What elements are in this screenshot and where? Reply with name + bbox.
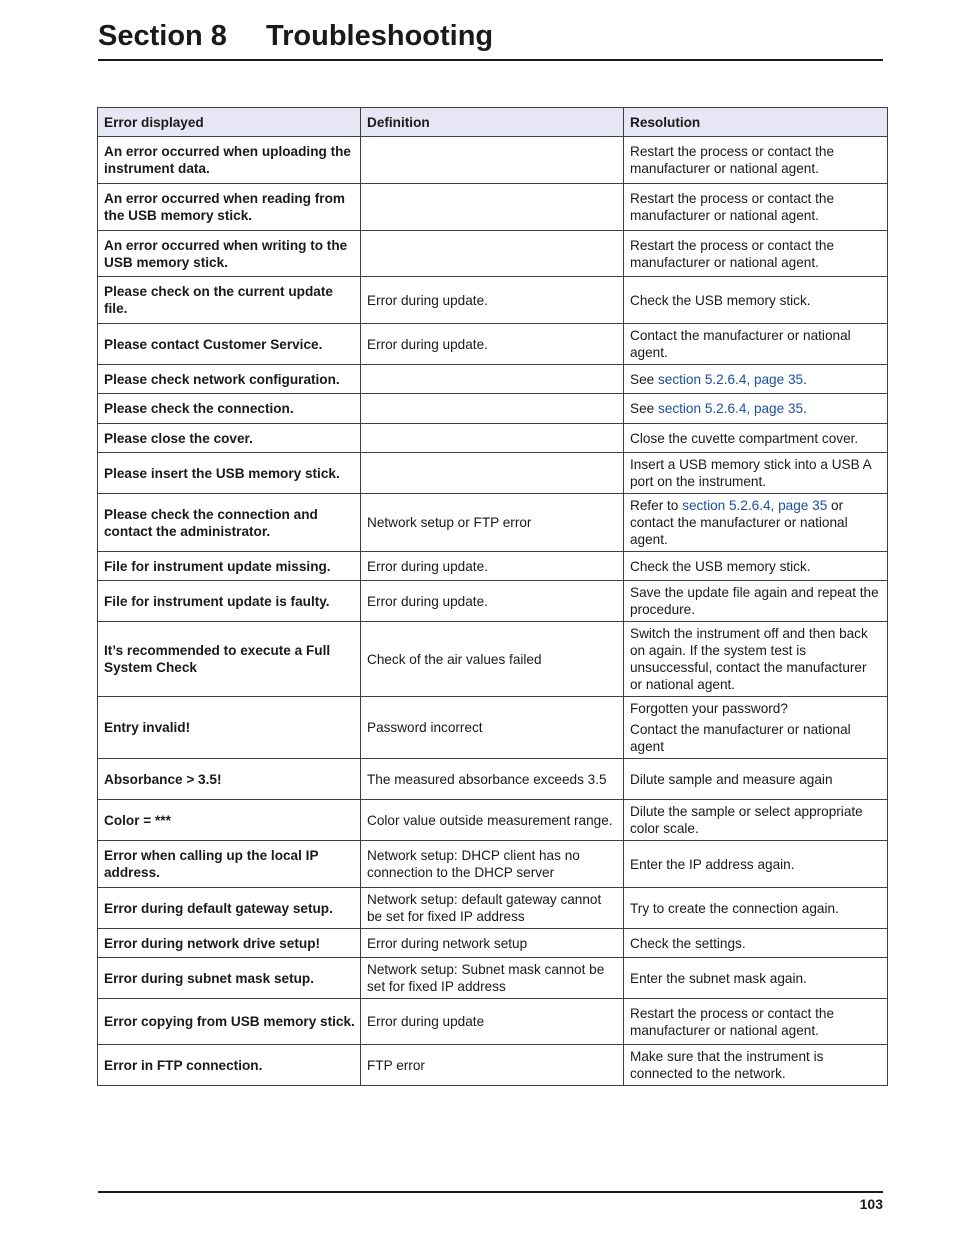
error-cell: Please close the cover. (98, 424, 361, 453)
error-cell: Error during default gateway setup. (98, 888, 361, 929)
definition-cell (361, 394, 624, 424)
error-cell: Error during network drive setup! (98, 929, 361, 958)
table-row (98, 231, 888, 277)
resolution-text: Insert a USB memory stick into a USB A port on the instrument. (630, 457, 871, 489)
definition-cell: Error during update (361, 999, 624, 1045)
resolution-text: Dilute sample and measure again (630, 771, 833, 787)
table-row (98, 494, 888, 552)
definition-cell: The measured absorbance exceeds 3.5 (361, 759, 624, 800)
resolution-text: Dilute the sample or select appropriate color scale. (630, 804, 863, 836)
error-cell: Error when calling up the local IP address. (98, 841, 361, 888)
definition-cell: Error during update. (361, 552, 624, 581)
table-row (98, 929, 888, 958)
resolution-cell (624, 841, 888, 888)
resolution-cell (624, 999, 888, 1045)
resolution-text: Check the settings. (630, 935, 746, 951)
column-header-error: Error displayed (98, 108, 361, 137)
resolution-cell (624, 958, 888, 999)
error-cell: Please check the connection and contact the administrator. (98, 494, 361, 552)
table-row (98, 622, 888, 697)
resolution-cell (624, 697, 888, 759)
error-cell: An error occurred when writing to the USB memory stick. (98, 231, 361, 277)
table-row (98, 324, 888, 365)
table-row (98, 424, 888, 453)
error-cell: Color = *** (98, 800, 361, 841)
error-cell: Please check on the current update file. (98, 277, 361, 324)
table-row (98, 958, 888, 999)
resolution-cell (624, 929, 888, 958)
resolution-text: See (630, 401, 658, 416)
table-row (98, 888, 888, 929)
resolution-cell (624, 365, 888, 394)
resolution-cell (624, 581, 888, 622)
resolution-text: Check the USB memory stick. (630, 558, 811, 574)
section-title (98, 16, 883, 56)
resolution-line: Contact the manufacturer or national agent (630, 722, 851, 754)
error-cell: It’s recommended to execute a Full System Check (98, 622, 361, 697)
definition-cell (361, 453, 624, 494)
definition-cell: Password incorrect (361, 697, 624, 759)
definition-cell (361, 137, 624, 184)
resolution-text: . (803, 401, 807, 416)
error-cell: Please insert the USB memory stick. (98, 453, 361, 494)
error-cell: Absorbance > 3.5! (98, 759, 361, 800)
table-row (98, 552, 888, 581)
column-header-resolution: Resolution (624, 108, 888, 137)
definition-cell: Network setup: Subnet mask cannot be set for fixed IP address (361, 958, 624, 999)
error-cell: Error copying from USB memory stick. (98, 999, 361, 1045)
resolution-text: Close the cuvette compartment cover. (630, 430, 859, 446)
definition-cell: Network setup or FTP error (361, 494, 624, 552)
definition-cell (361, 231, 624, 277)
resolution-cell (624, 552, 888, 581)
table-row (98, 697, 888, 759)
error-cell: Error in FTP connection. (98, 1045, 361, 1086)
definition-cell: Check of the air values failed (361, 622, 624, 697)
table-header-row (98, 108, 888, 137)
definition-cell: Error during network setup (361, 929, 624, 958)
error-cell: File for instrument update missing. (98, 552, 361, 581)
definition-cell: Error during update. (361, 581, 624, 622)
section-link[interactable]: section 5.2.6.4, page 35 (682, 498, 828, 513)
table-row (98, 759, 888, 800)
resolution-cell (624, 800, 888, 841)
error-cell: Please check the connection. (98, 394, 361, 424)
page-header (98, 16, 883, 56)
error-cell: Error during subnet mask setup. (98, 958, 361, 999)
resolution-text: Restart the process or contact the manufacturer or national agent. (630, 1005, 835, 1038)
resolution-line: Forgotten your password? (630, 701, 788, 716)
resolution-text: Check the USB memory stick. (630, 292, 811, 308)
error-cell: An error occurred when reading from the USB memory stick. (98, 184, 361, 231)
table-row (98, 453, 888, 494)
definition-cell: Error during update. (361, 324, 624, 365)
table-row (98, 184, 888, 231)
error-cell: Please check network configuration. (98, 365, 361, 394)
error-cell: An error occurred when uploading the instrument data. (98, 137, 361, 184)
resolution-text: Restart the process or contact the manufacturer or national agent. (630, 237, 835, 270)
definition-cell (361, 424, 624, 453)
error-cell: Entry invalid! (98, 697, 361, 759)
resolution-cell (624, 759, 888, 800)
table-row (98, 841, 888, 888)
resolution-text: Save the update file again and repeat the procedure. (630, 585, 879, 617)
resolution-cell (624, 324, 888, 365)
page-number: 103 (859, 1196, 883, 1212)
resolution-text: Try to create the connection again. (630, 900, 839, 916)
resolution-text: Enter the IP address again. (630, 856, 795, 872)
troubleshooting-table (97, 107, 888, 1086)
resolution-cell (624, 394, 888, 424)
table-row (98, 137, 888, 184)
table-row (98, 1045, 888, 1086)
resolution-cell (624, 888, 888, 929)
table-row (98, 800, 888, 841)
resolution-cell (624, 137, 888, 184)
table-row (98, 394, 888, 424)
header-rule (98, 59, 883, 61)
footer-rule (98, 1191, 883, 1193)
error-cell: File for instrument update is faulty. (98, 581, 361, 622)
column-header-definition: Definition (361, 108, 624, 137)
section-name: Troubleshooting (266, 20, 494, 52)
resolution-text: Switch the instrument off and then back on again. If the system test is unsuccessful, contact the manufacturer or national agent. (630, 626, 868, 692)
definition-cell: Network setup: DHCP client has no connection to the DHCP server (361, 841, 624, 888)
section-number: Section 8 (98, 20, 227, 52)
resolution-cell (624, 453, 888, 494)
resolution-text: See (630, 371, 658, 387)
resolution-text: Restart the process or contact the manufacturer or national agent. (630, 191, 835, 223)
resolution-text: or contact the manufacturer or national agent. (630, 498, 848, 547)
resolution-text: . (803, 371, 807, 387)
section-link[interactable]: section 5.2.6.4, page 35 (657, 401, 804, 416)
definition-cell (361, 365, 624, 394)
table-row (98, 999, 888, 1045)
resolution-cell (624, 622, 888, 697)
resolution-cell (624, 1045, 888, 1086)
resolution-text: Restart the process or contact the manufacturer or national agent. (630, 144, 835, 176)
definition-cell: Color value outside measurement range. (361, 800, 624, 841)
resolution-text: Enter the subnet mask again. (630, 970, 807, 986)
error-cell: Please contact Customer Service. (98, 324, 361, 365)
resolution-text: Make sure that the instrument is connected to the network. (630, 1049, 824, 1081)
resolution-cell (624, 494, 888, 552)
table-row (98, 277, 888, 324)
table-body (98, 137, 888, 1086)
resolution-cell (624, 231, 888, 277)
definition-cell: FTP error (361, 1045, 624, 1086)
section-link[interactable]: section 5.2.6.4, page 35 (657, 371, 804, 387)
table-row (98, 581, 888, 622)
resolution-text: Refer to (630, 498, 683, 513)
definition-cell: Error during update. (361, 277, 624, 324)
definition-cell (361, 184, 624, 231)
resolution-cell (624, 184, 888, 231)
resolution-text: Contact the manufacturer or national agent. (630, 328, 851, 360)
resolution-cell (624, 277, 888, 324)
resolution-cell (624, 424, 888, 453)
table-row (98, 365, 888, 394)
definition-cell: Network setup: default gateway cannot be set for fixed IP address (361, 888, 624, 929)
